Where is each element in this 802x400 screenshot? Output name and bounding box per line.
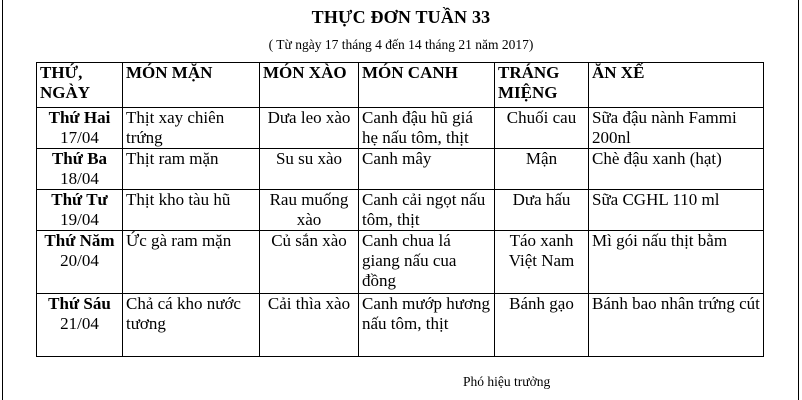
- day-name: Thứ Tư: [51, 190, 108, 209]
- day-cell: [37, 231, 123, 294]
- mon-xao-cell: Cải thìa xào: [260, 294, 359, 357]
- mon-man-cell: Chả cá kho nước tương: [123, 294, 260, 357]
- mon-canh-cell: Canh mây: [359, 149, 495, 190]
- mon-xao-cell: Dưa leo xào: [260, 108, 359, 149]
- table-row: [37, 149, 764, 190]
- page-right-border: [798, 0, 799, 400]
- day-date: 17/04: [60, 128, 99, 147]
- table-row: [37, 231, 764, 294]
- mon-canh-cell: Canh đậu hũ giá hẹ nấu tôm, thịt: [359, 108, 495, 149]
- day-name: Thứ Năm: [44, 231, 115, 250]
- page-left-border: [2, 0, 3, 400]
- day-date: 18/04: [60, 169, 99, 188]
- trang-mieng-cell: Táo xanh Việt Nam: [495, 231, 589, 294]
- mon-man-cell: Thịt ram mặn: [123, 149, 260, 190]
- column-header-day: THỨ, NGÀY: [37, 63, 123, 108]
- day-date: 19/04: [60, 210, 99, 229]
- column-header-mon-man: MÓN MẶN: [123, 63, 260, 108]
- mon-xao-cell: Su su xào: [260, 149, 359, 190]
- mon-xao-cell: Củ sắn xào: [260, 231, 359, 294]
- mon-man-cell: Thịt kho tàu hũ: [123, 190, 260, 231]
- page-title: THỰC ĐƠN TUẦN 33: [311, 7, 491, 27]
- mon-canh-cell: Canh chua lá giang nấu cua đồng: [359, 231, 495, 294]
- column-header-trang-mieng: TRÁNG MIỆNG: [495, 63, 589, 108]
- trang-mieng-cell: Dưa hấu: [495, 190, 589, 231]
- day-cell: [37, 108, 123, 149]
- table-row: [37, 294, 764, 357]
- mon-man-cell: Ức gà ram mặn: [123, 231, 260, 294]
- mon-canh-cell: Canh mướp hương nấu tôm, thịt: [359, 294, 495, 357]
- table-row: [37, 108, 764, 149]
- trang-mieng-cell: Mận: [495, 149, 589, 190]
- mon-man-cell: Thịt xay chiên trứng: [123, 108, 260, 149]
- an-xe-cell: Sữa CGHL 110 ml: [589, 190, 764, 231]
- day-cell: [37, 149, 123, 190]
- signature-title: Phó hiệu trưởng: [463, 374, 551, 389]
- day-cell: [37, 190, 123, 231]
- mon-xao-cell: Rau muống xào: [260, 190, 359, 231]
- an-xe-cell: Chè đậu xanh (hạt): [589, 149, 764, 190]
- column-header-mon-xao: MÓN XÀO: [260, 63, 359, 108]
- day-name: Thứ Hai: [48, 108, 111, 127]
- an-xe-cell: Bánh bao nhân trứng cút: [589, 294, 764, 357]
- day-name: Thứ Ba: [51, 149, 108, 168]
- column-header-mon-canh: MÓN CANH: [359, 63, 495, 108]
- an-xe-cell: Sữa đậu nành Fammi 200nl: [589, 108, 764, 149]
- table-header-row: [37, 63, 764, 108]
- weekly-menu-table: [36, 62, 764, 357]
- column-header-an-xe: ĂN XẾ: [589, 63, 764, 108]
- mon-canh-cell: Canh cải ngọt nấu tôm, thịt: [359, 190, 495, 231]
- day-name: Thứ Sáu: [48, 294, 111, 313]
- an-xe-cell: Mì gói nấu thịt bằm: [589, 231, 764, 294]
- trang-mieng-cell: Chuối cau: [495, 108, 589, 149]
- table-row: [37, 190, 764, 231]
- date-range-subtitle: ( Từ ngày 17 tháng 4 đến 14 tháng 21 năm 2017): [268, 37, 534, 52]
- trang-mieng-cell: Bánh gạo: [495, 294, 589, 357]
- day-date: 20/04: [60, 251, 99, 270]
- day-date: 21/04: [60, 314, 99, 333]
- day-cell: [37, 294, 123, 357]
